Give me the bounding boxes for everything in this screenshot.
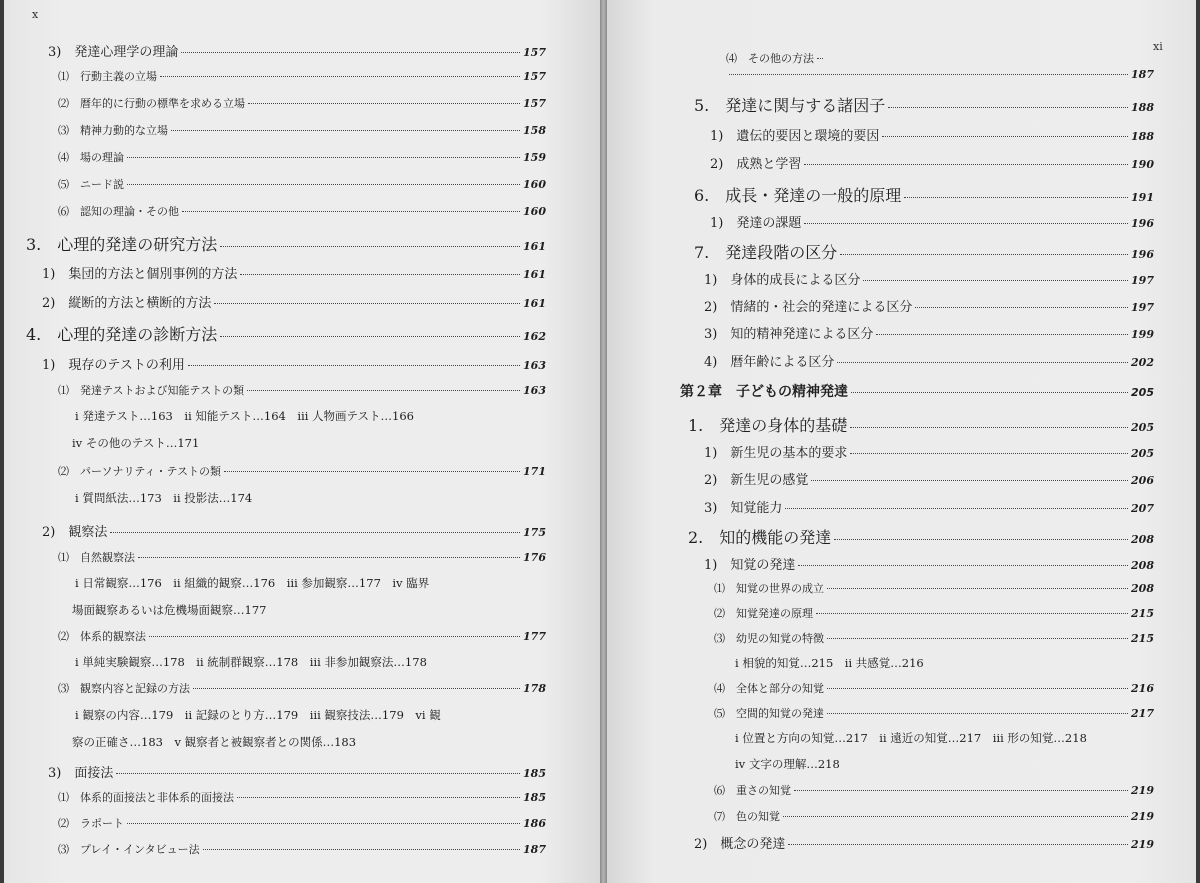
toc-entry [58,841,546,857]
toc-entry [680,381,1154,401]
toc-entry-title: ⑴ 自然観察法 [58,551,135,564]
toc-entry [714,808,1154,824]
toc-entry-page: 161 [523,240,546,253]
toc-entry-page: 188 [1131,130,1154,143]
toc-entry-page: 217 [1131,707,1154,720]
toc-entry-page: 219 [1131,784,1154,797]
toc-entry-title: 3. 心理的発達の研究方法 [26,235,218,254]
toc-entry [714,782,1154,798]
toc-entry-title: 6. 成長・発達の一般的原理 [694,186,902,205]
toc-entry-title: 2) 新生児の感覚 [704,473,809,488]
toc-leader-dots [220,246,520,247]
toc-subitem-line: ⅰ 相貌的知覚…215 ⅱ 共感覚…216 [735,656,924,670]
toc-entry [26,232,546,255]
toc-entry [694,240,1154,263]
toc-entry [42,263,546,282]
toc-entry-page: 161 [523,297,546,310]
toc-entry-page: 157 [523,97,546,110]
toc-leader-dots [827,638,1128,639]
toc-entry-page: 185 [523,767,546,780]
toc-leader-dots [850,453,1128,454]
toc-entry-title: ⑶ 精神力動的な立場 [58,124,168,137]
toc-leader-dots [149,636,520,637]
toc-entry-title: ⑸ ニード説 [58,178,124,191]
toc-leader-dots [729,74,1128,75]
toc-entry-page: 176 [523,551,546,564]
toc-entry [726,50,826,66]
toc-entry-title: 3) 発達心理学の理論 [48,45,179,60]
toc-leader-dots [127,157,520,158]
toc-entry-page: 162 [523,330,546,343]
toc-entry-title: 4) 暦年齢による区分 [704,355,835,370]
toc-entry-title: 1) 発達の課題 [710,216,802,231]
toc-subitem-line: ⅰ 観察の内容…179 ⅱ 記録のとり方…179 ⅲ 観察技法…179 ⅵ 観 [75,708,441,722]
toc-entry-page: 205 [1131,447,1154,460]
toc-leader-dots [827,588,1128,589]
toc-entry [714,705,1154,721]
toc-leader-dots [804,164,1128,165]
toc-subitem-line: ⅳ その他のテスト…171 [72,436,200,450]
toc-entry [704,497,1154,516]
toc-entry-page: 202 [1131,356,1154,369]
toc-leader-dots [171,130,520,131]
toc-entry-page: 160 [523,178,546,191]
toc-leader-dots [817,58,823,59]
toc-entry [694,93,1154,116]
toc-entry-page: 187 [523,843,546,856]
toc-entry [48,41,546,60]
toc-entry [58,95,546,111]
toc-entry-title: 1) 新生児の基本的要求 [704,446,848,461]
toc-leader-dots [240,274,520,275]
toc-leader-dots [794,790,1128,791]
toc-leader-dots [837,362,1128,363]
toc-leader-dots [811,480,1128,481]
toc-entry-title: ⑴ 発達テストおよび知能テストの類 [58,384,245,397]
toc-subitem-line: ⅰ 位置と方向の知覚…217 ⅱ 遠近の知覚…217 ⅲ 形の知覚…218 [735,731,1087,745]
toc-entry-title: ⑷ 全体と部分の知覚 [714,682,824,695]
toc-leader-dots [214,303,520,304]
toc-entry-page: 158 [523,124,546,137]
toc-leader-dots [110,532,520,533]
toc-leader-dots [785,508,1128,509]
toc-entry [42,521,546,540]
toc-leader-dots [816,613,1128,614]
toc-entry [58,68,546,84]
toc-leader-dots [182,211,520,212]
toc-entry [710,125,1154,144]
toc-entry-title: 2. 知的機能の発達 [688,528,832,547]
toc-entry-page: 196 [1131,248,1154,261]
toc-leader-dots [193,688,520,689]
toc-entry-title: ⑵ 知覚発達の原理 [714,607,813,620]
toc-leader-dots [224,471,520,472]
toc-subitem-line: ⅳ 文字の理解…218 [735,757,840,771]
toc-leader-dots [798,565,1128,566]
toc-leader-dots [203,849,520,850]
toc-entry-title: ⑴ 体系的面接法と非体系的面接法 [58,791,234,804]
toc-entry [710,153,1154,172]
toc-entry-title: 1) 集団的方法と個別事例的方法 [42,267,238,282]
toc-entry-page: 175 [523,526,546,539]
toc-leader-dots [188,365,520,366]
toc-entry-page: 196 [1131,217,1154,230]
toc-entry [58,789,546,805]
toc-entry [704,323,1154,342]
toc-entry [58,628,546,644]
toc-entry [704,269,1154,288]
toc-leader-dots [851,392,1128,393]
toc-entry-title: 2) 成熟と学習 [710,157,802,172]
toc-entry [714,605,1154,621]
toc-entry-title: ⑹ 重さの知覚 [714,784,791,797]
toc-entry [58,149,546,165]
toc-entry-page: 186 [523,817,546,830]
toc-entry-page: 187 [1131,68,1154,81]
toc-subitem-line: ⅰ 単純実験観察…178 ⅱ 統制群観察…178 ⅲ 非参加観察法…178 [75,655,427,669]
toc-entry [704,296,1154,315]
toc-entry [688,413,1154,436]
toc-entry [704,554,1154,573]
toc-leader-dots [840,254,1128,255]
toc-entry-page: 159 [523,151,546,164]
toc-entry-title: ⑸ 空間的知覚の発達 [714,707,824,720]
toc-entry-page: 219 [1131,810,1154,823]
toc-entry-title: 1. 発達の身体的基礎 [688,416,848,435]
toc-entry-title: 2) 観察法 [42,525,108,540]
toc-subitem-line: 場面観察あるいは危機場面観察…177 [72,603,267,617]
toc-entry [48,762,546,781]
toc-entry-title: ⑵ 体系的観察法 [58,630,146,643]
toc-entry-title: ⑵ パーソナリティ・テストの類 [58,465,222,478]
toc-entry [58,382,546,398]
toc-entry-page: 208 [1131,533,1154,546]
toc-entry-title: ⑴ 行動主義の立場 [58,70,157,83]
toc-leader-dots [788,844,1128,845]
toc-entry-title: 1) 知覚の発達 [704,558,796,573]
toc-entry-page: 206 [1131,474,1154,487]
toc-entry-title: 3) 知覚能力 [704,501,783,516]
toc-entry [58,122,546,138]
toc-entry-title: ⑺ 色の知覚 [714,810,780,823]
toc-entry-title: 1) 現存のテストの利用 [42,358,185,373]
toc-leader-dots [804,223,1128,224]
toc-entry [58,463,546,479]
toc-leader-dots [863,280,1128,281]
toc-entry-page: 157 [523,46,546,59]
toc-leader-dots [220,336,520,337]
toc-entry-page: 216 [1131,682,1154,695]
toc-entry [26,322,546,345]
toc-leader-dots [181,52,520,53]
toc-entry-page: 171 [523,465,546,478]
toc-entry-title: ⑷ その他の方法 [726,52,814,65]
toc-entry [58,680,546,696]
toc-entry-page: 163 [523,384,546,397]
toc-entry-page: 197 [1131,274,1154,287]
toc-entry [714,630,1154,646]
toc-entry-title: ⑵ ラポート [58,817,124,830]
toc-entry-title: 3) 知的精神発達による区分 [704,327,874,342]
toc-entry [58,176,546,192]
book-gutter [600,0,607,883]
toc-entry [714,680,1154,696]
toc-leader-dots [237,797,520,798]
toc-leader-dots [904,197,1128,198]
toc-entry-page: 219 [1131,838,1154,851]
toc-entry-page: 185 [523,791,546,804]
toc-entry [714,580,1154,596]
toc-entry-page: 197 [1131,301,1154,314]
toc-entry-title: 2) 概念の発達 [694,837,786,852]
toc-entry [688,525,1154,548]
toc-entry-title: ⑶ 観察内容と記録の方法 [58,682,190,695]
toc-entry-title: ⑵ 暦年的に行動の標準を求める立場 [58,97,245,110]
toc-leader-dots [127,823,520,824]
toc-entry-page: 208 [1131,559,1154,572]
toc-subitem-line: ⅰ 質問紙法…173 ⅱ 投影法…174 [75,491,253,505]
toc-entry [704,469,1154,488]
toc-leader-dots [882,136,1128,137]
page-number-right: xi [1153,40,1163,53]
toc-leader-dots [827,713,1128,714]
toc-entry-page: 208 [1131,582,1154,595]
toc-entry-title: 第２章 子どもの精神発達 [680,384,848,400]
toc-leader-dots [247,390,520,391]
toc-entry-title: ⑴ 知覚の世界の成立 [714,582,824,595]
toc-entry [694,833,1154,852]
toc-entry-page: 188 [1131,101,1154,114]
toc-leader-dots [783,816,1128,817]
toc-entry [726,68,1154,81]
toc-entry-title: 2) 情緒的・社会的発達による区分 [704,300,913,315]
toc-entry-title: ⑹ 認知の理論・その他 [58,205,179,218]
toc-subitem-line: 察の正確さ…183 ⅴ 観察者と被観察者との関係…183 [72,735,357,749]
toc-entry-page: 161 [523,268,546,281]
toc-entry-page: 160 [523,205,546,218]
toc-entry-title: ⑶ プレイ・インタビュー法 [58,843,200,856]
toc-leader-dots [248,103,520,104]
toc-subitem-line: ⅰ 発達テスト…163 ⅱ 知能テスト…164 ⅲ 人物画テスト…166 [75,409,415,423]
toc-entry-title: ⑶ 幼児の知覚の特徴 [714,632,824,645]
toc-entry-title: 1) 身体的成長による区分 [704,273,861,288]
toc-entry [704,442,1154,461]
toc-entry-page: 215 [1131,607,1154,620]
toc-entry-title: ⑷ 場の理論 [58,151,124,164]
toc-entry-page: 157 [523,70,546,83]
toc-leader-dots [127,184,520,185]
toc-entry-page: 190 [1131,158,1154,171]
toc-entry-page: 205 [1131,421,1154,434]
toc-leader-dots [850,427,1128,428]
toc-entry-title: 1) 遺伝的要因と環境的要因 [710,129,880,144]
toc-entry-page: 177 [523,630,546,643]
toc-entry [710,212,1154,231]
toc-leader-dots [915,307,1128,308]
toc-entry-title: 7. 発達段階の区分 [694,243,838,262]
toc-entry-title: 4. 心理的発達の診断方法 [26,325,218,344]
toc-leader-dots [116,773,520,774]
toc-entry [704,351,1154,370]
toc-leader-dots [138,557,520,558]
toc-leader-dots [160,76,520,77]
toc-entry [42,292,546,311]
toc-entry-page: 207 [1131,502,1154,515]
toc-entry-page: 205 [1131,386,1154,399]
toc-leader-dots [876,334,1128,335]
toc-leader-dots [834,539,1128,540]
toc-entry-page: 163 [523,359,546,372]
toc-entry [58,815,546,831]
toc-entry [694,183,1154,206]
toc-entry [42,354,546,373]
toc-entry-page: 199 [1131,328,1154,341]
toc-entry-page: 178 [523,682,546,695]
toc-entry-title: 3) 面接法 [48,766,114,781]
toc-leader-dots [888,107,1128,108]
toc-entry-title: 2) 縦断的方法と横断的方法 [42,296,212,311]
page-number-left: x [32,8,39,21]
toc-entry-page: 215 [1131,632,1154,645]
toc-entry [58,549,546,565]
toc-entry-title: 5. 発達に関与する諸因子 [694,96,886,115]
toc-entry-page: 191 [1131,191,1154,204]
toc-entry [58,203,546,219]
toc-subitem-line: ⅰ 日常観察…176 ⅱ 組織的観察…176 ⅲ 参加観察…177 ⅳ 臨界 [75,576,430,590]
toc-leader-dots [827,688,1128,689]
